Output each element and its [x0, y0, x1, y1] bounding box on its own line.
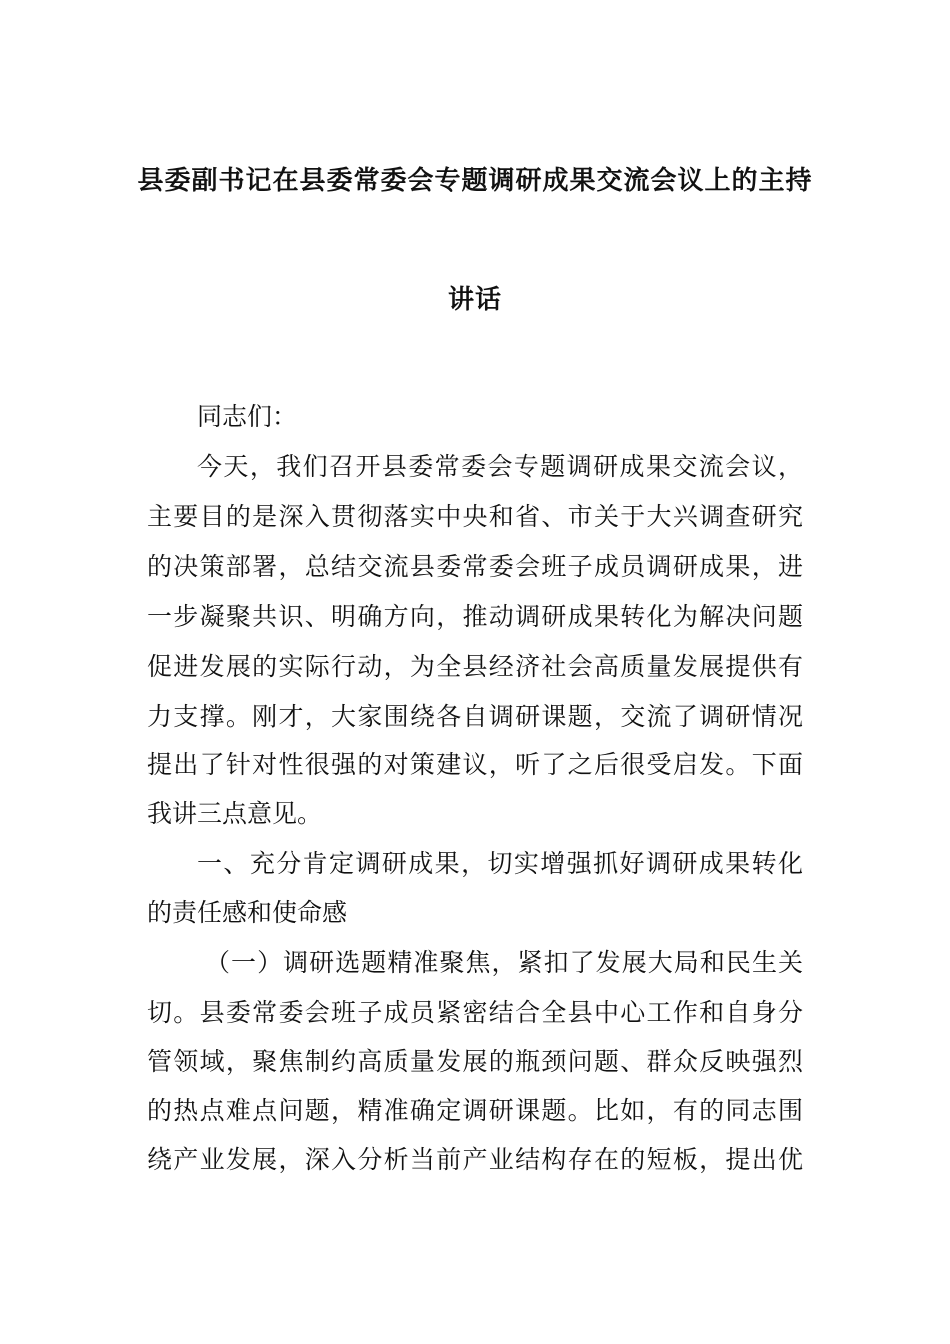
paragraph-1-line: 的决策部署，总结交流县委常委会班子成员调研成果，进	[147, 552, 803, 581]
paragraph-1-line: 今天，我们召开县委常委会专题调研成果交流会议，	[197, 452, 803, 481]
paragraph-2-line: 的热点难点问题，精准确定调研课题。比如，有的同志围	[147, 1096, 803, 1125]
paragraph-1-line: 一步凝聚共识、明确方向，推动调研成果转化为解决问题	[147, 602, 803, 631]
paragraph-2-line: 管领域，聚焦制约高质量发展的瓶颈问题、群众反映强烈	[147, 1047, 803, 1076]
section-heading-1-line: 的责任感和使命感	[147, 898, 348, 927]
document-title-line-2: 讲话	[447, 285, 502, 315]
document-title-line-1: 县委副书记在县委常委会专题调研成果交流会议上的主持	[137, 166, 813, 196]
paragraph-1-line: 促进发展的实际行动，为全县经济社会高质量发展提供有	[147, 652, 803, 681]
salutation: 同志们：	[197, 402, 298, 431]
paragraph-1-line: 主要目的是深入贯彻落实中央和省、市关于大兴调查研究	[147, 502, 803, 531]
paragraph-2-line: （一）调研选题精准聚焦，紧扣了发展大局和民生关	[205, 948, 803, 977]
paragraph-2-line: 切。县委常委会班子成员紧密结合全县中心工作和自身分	[147, 998, 803, 1027]
section-heading-1-line: 一、充分肯定调研成果，切实增强抓好调研成果转化	[197, 849, 803, 878]
paragraph-2-line: 绕产业发展，深入分析当前产业结构存在的短板，提出优	[147, 1145, 803, 1174]
paragraph-1-line: 提出了针对性很强的对策建议，听了之后很受启发。下面	[147, 750, 803, 779]
paragraph-1-line: 力支撑。刚才，大家围绕各自调研课题，交流了调研情况	[147, 702, 803, 731]
paragraph-1-line: 我讲三点意见。	[147, 799, 323, 828]
